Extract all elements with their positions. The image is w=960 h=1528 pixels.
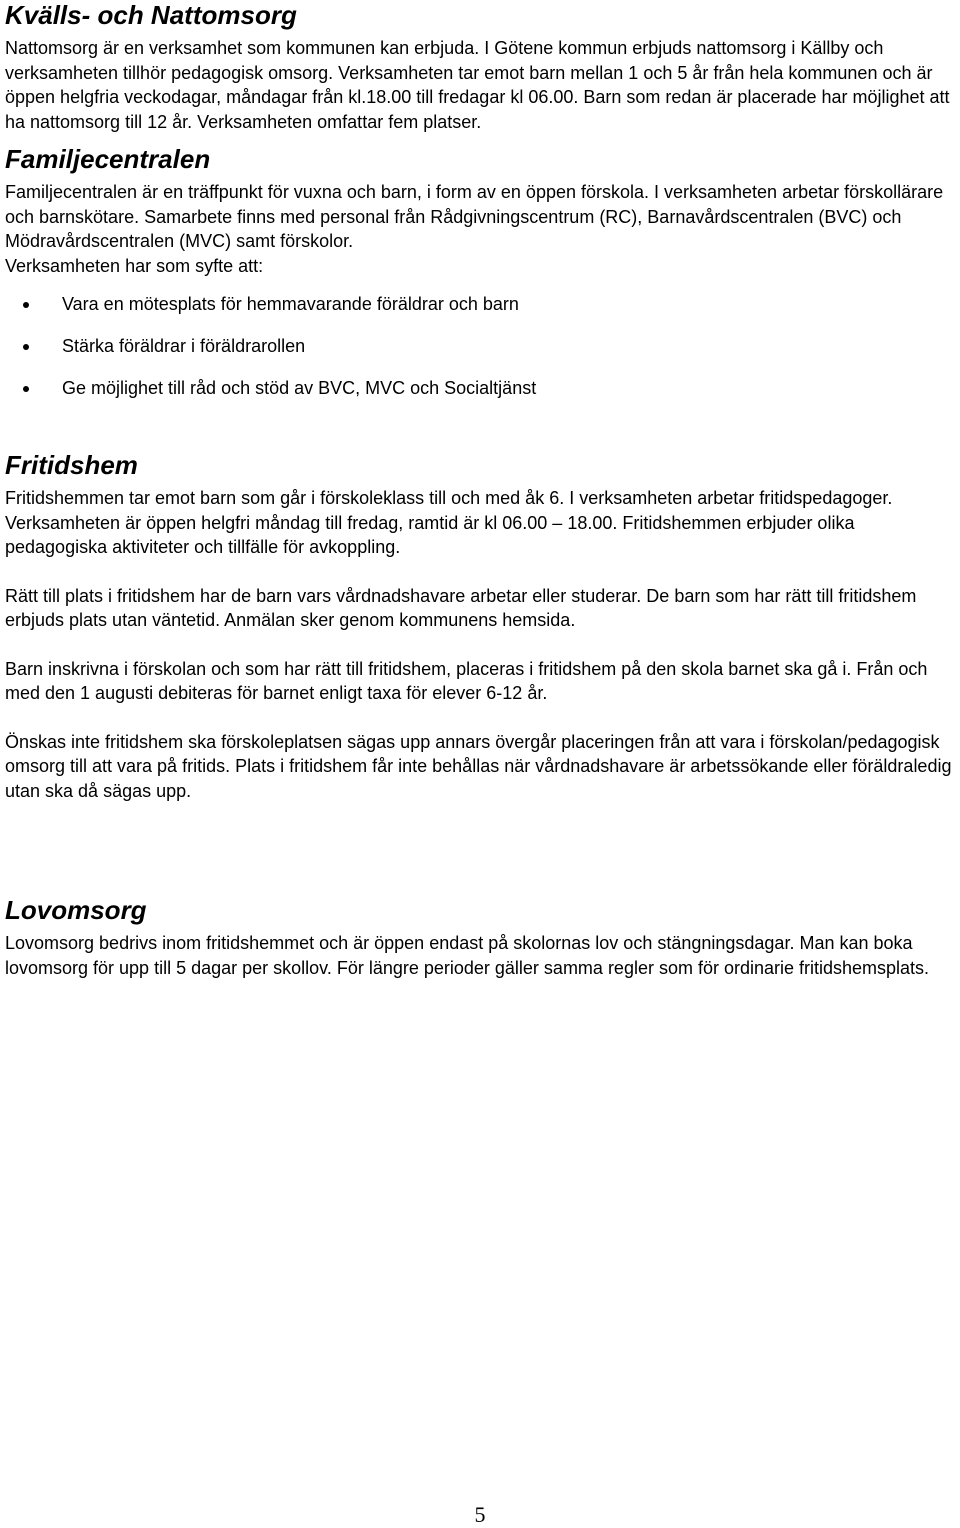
- paragraph-familjecentralen: Familjecentralen är en träffpunkt för vuxna och barn, i form av en öppen förskola. I verksamheten arbetar förskollärare och barnskötare. Samarbete finns med personal från Rådgivningscentrum (RC), Barnavårdscentralen (BVC) och Mödravårdscentralen (MVC) samt förskolor.: [5, 182, 944, 251]
- document-page: [5, 0, 955, 980]
- paragraph-fritidshem-4: Önskas inte fritidshem ska förskoleplatsen sägas upp annars övergår placeringen från att vara i förskolan/pedagogisk omsorg till att vara på fritids. Plats i fritidshem får inte behållas när vårdnadshavare är arbetssökande eller föräldraledig utan ska då sägas upp.: [5, 731, 952, 801]
- paragraph-fritidshem-1: Fritidshemmen tar emot barn som går i förskoleklass till och med åk 6. I verksamheten arbetar fritidspedagoger. Verksamheten är öppen helgfri måndag till fredag, ramtid är kl 06.00 – 18.00. Fritidshemmen erbjuder olika pedagogiska aktiviteter och tillfälle för avkoppling.: [5, 488, 893, 557]
- paragraph-fritidshem-2: Rätt till plats i fritidshem har de barn vars vårdnadshavare arbetar eller studerar. De barn som har rätt till fritidshem erbjuds plats utan väntetid. Anmälan sker genom kommunens hemsida.: [5, 585, 917, 630]
- heading-fritidshem: Fritidshem: [5, 450, 138, 480]
- list-item: [5, 376, 955, 418]
- heading-kvalls-och-nattomsorg: Kvälls- och Nattomsorg: [5, 0, 297, 30]
- paragraph-lovomsorg: Lovomsorg bedrivs inom fritidshemmet och är öppen endast på skolornas lov och stängningsdagar. Man kan boka lovomsorg för upp till 5 dagar per skollov. För längre perioder gäller samma regler som för ordinarie fritidshemsplats.: [5, 933, 930, 978]
- page-number: 5: [474, 1502, 486, 1527]
- list-item-text: Vara en mötesplats för hemmavarande föräldrar och barn: [62, 294, 519, 314]
- list-item-text: Stärka föräldrar i föräldrarollen: [62, 336, 306, 356]
- list-item: [5, 292, 955, 334]
- list-item-text: Ge möjlighet till råd och stöd av BVC, MVC och Socialtjänst: [62, 378, 537, 398]
- bullet-dot-icon: [23, 344, 29, 350]
- list-item: [5, 334, 955, 376]
- paragraph-nattomsorg: Nattomsorg är en verksamhet som kommunen kan erbjuda. I Götene kommun erbjuds nattomsorg i Källby och verksamheten tillhör pedagogisk omsorg. Verksamheten tar emot barn mellan 1 och 5 år från hela kommunen och är öppen helgfria veckodagar, måndagar från kl.18.00 till fredagar kl 06.00. Barn som redan är placerade har möjlighet att ha nattomsorg till 12 år. Verksamheten omfattar fem platser.: [5, 38, 950, 132]
- heading-familjecentralen: Familjecentralen: [5, 144, 211, 174]
- bullet-dot-icon: [23, 302, 29, 308]
- bullet-list-syfte: [5, 292, 955, 418]
- bullet-dot-icon: [23, 386, 29, 392]
- paragraph-fritidshem-3: Barn inskrivna i förskolan och som har rätt till fritidshem, placeras i fritidshem på den skola barnet ska gå i. Från och med den 1 augusti debiteras för barnet enligt taxa för elever 6-12 år.: [5, 658, 928, 703]
- paragraph-syfte: Verksamheten har som syfte att:: [5, 255, 264, 276]
- heading-lovomsorg: Lovomsorg: [5, 895, 147, 925]
